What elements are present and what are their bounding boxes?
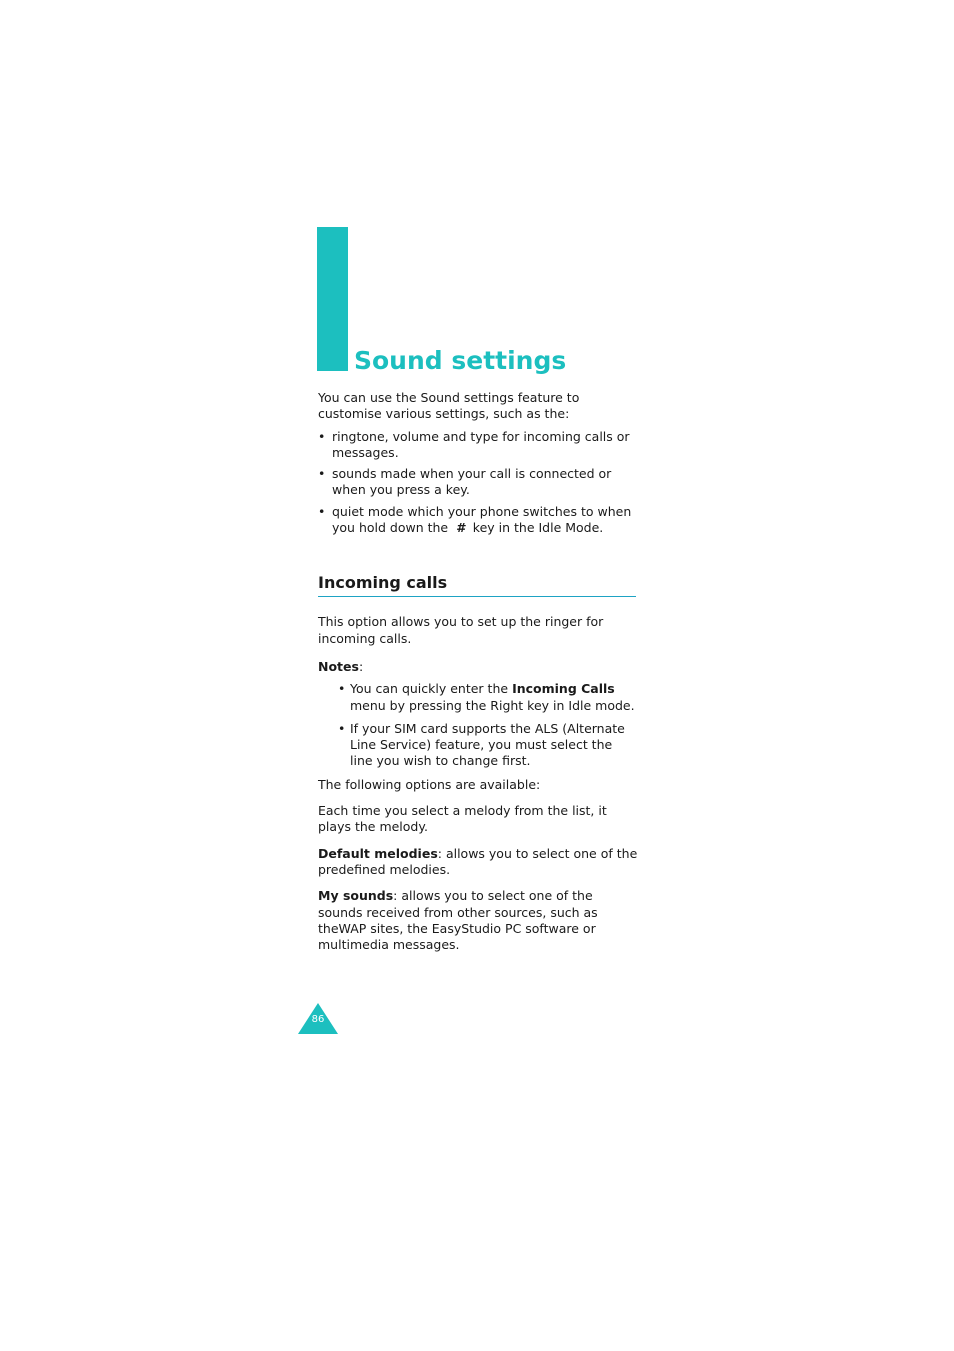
option-label: My sounds (318, 888, 394, 904)
page-number: 86 (311, 1014, 325, 1025)
note-text: If your SIM card supports the ALS (Alternate Line Service) feature, you must select the line you wish to change first. (350, 720, 625, 769)
my-sounds-option (318, 888, 638, 953)
section-description: This option allows you to set up the ringer for incoming calls. (318, 614, 604, 646)
list-item (318, 466, 638, 499)
hash-key-icon: # (456, 520, 465, 536)
list-item-text: quiet mode which your phone switches to when you hold down the (332, 503, 632, 536)
list-item-text: ringtone, volume and type for incoming calls or messages. (332, 428, 630, 460)
option-description: : allows you to select one of the predefined melodies. (318, 845, 638, 877)
intro-paragraph: You can use the Sound settings feature to customise various settings, such as the: (318, 390, 580, 422)
note-text-end: menu by pressing the Right key in Idle mode. (350, 697, 635, 713)
chapter-accent-bar (317, 227, 348, 371)
note-menu-name: Incoming Calls (512, 681, 615, 697)
note-text: You can quickly enter the (350, 681, 509, 697)
bullet-icon: • (318, 428, 326, 444)
list-item (318, 429, 638, 462)
options-intro: The following options are available: (318, 776, 541, 792)
option-label: Default melodies (318, 845, 438, 861)
list-item-text-end: key in the Idle Mode. (472, 520, 604, 536)
feature-list (318, 429, 638, 537)
default-melodies-option (318, 846, 638, 879)
notes-colon: : (358, 658, 364, 674)
melody-intro: Each time you select a melody from the list, it plays the melody. (318, 803, 607, 835)
page-title: Sound settings (354, 346, 567, 375)
notes-list (318, 681, 638, 769)
note-item (318, 681, 638, 714)
note-item (318, 721, 638, 770)
notes-label (318, 659, 638, 675)
notes-label-text: Notes (318, 658, 359, 674)
bullet-icon: • (318, 503, 326, 519)
bullet-icon: • (338, 720, 346, 736)
page-number-marker (298, 1003, 338, 1035)
list-item (318, 504, 638, 537)
bullet-icon: • (318, 466, 326, 482)
list-item-text: sounds made when your call is connected or when you press a key. (332, 466, 612, 498)
bullet-icon: • (338, 681, 346, 697)
option-description: : allows you to select one of the sounds received from other sources, such as theWAP sites, the EasyStudio PC software or multimedia messages. (318, 888, 598, 953)
section-heading: Incoming calls (318, 573, 636, 597)
page-content (318, 390, 638, 953)
